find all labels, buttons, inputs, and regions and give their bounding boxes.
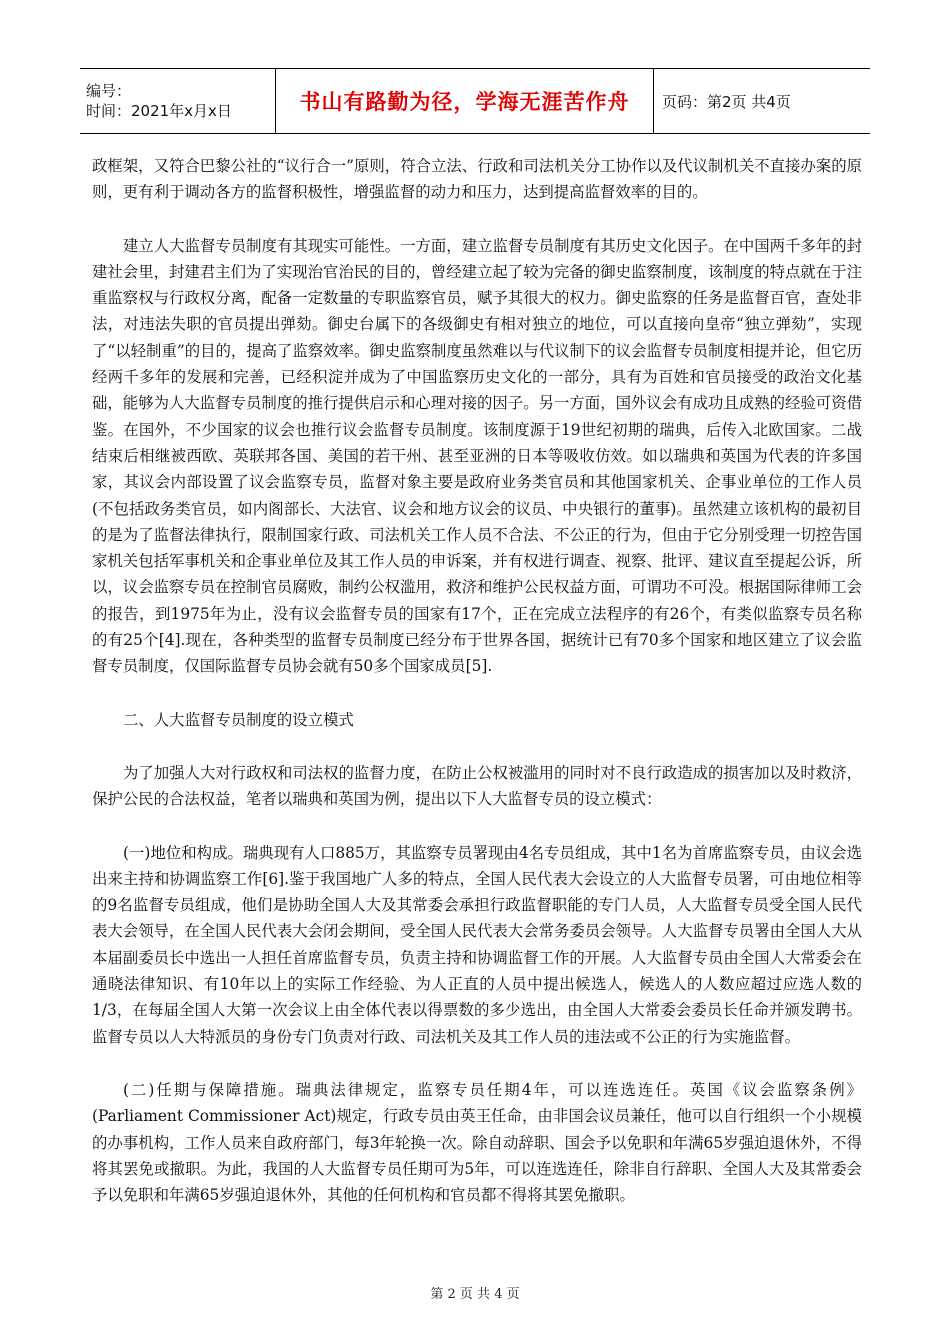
header-motto xyxy=(276,69,654,133)
section-heading: 二、人大监督专员制度的设立模式 xyxy=(123,710,354,729)
body-paragraph-continued: 政框架，又符合巴黎公社的“议行合一”原则，符合立法、行政和司法机关分工协作以及代议制机关不直接办案的原则，更有利于调动各方的监督积极性，增强监督的动力和压力，达到提高监督效率的目的。 xyxy=(92,157,862,202)
page-count-label: 页码：第2页 共4页 xyxy=(662,92,791,111)
header-page-info xyxy=(654,69,870,133)
footer-page-number: 第 2 页 共 4 页 xyxy=(430,1287,520,1302)
page-header xyxy=(80,68,870,134)
document-body xyxy=(92,153,862,1235)
body-paragraph: 建立人大监督专员制度有其现实可能性。一方面，建立监督专员制度有其历史文化因子。在中国两千多年的封建社会里，封建君主们为了实现治官治民的目的，曾经建立起了较为完备的御史监察制度，该制度的特点就在于注重监察权与行政权分离，配备一定数量的专职监察官员，赋予其很大的权力。御史监察的任务是监督百官，查处非法，对违法失职的官员提出弹劾。御史台属下的各级御史有相对独立的地位，可以直接向皇帝“独立弹劾”，实现了“以轻制重”的目的，提高了监察效率。御史监察制度虽然难以与代议制下的议会监督专员制度相提并论，但它历经两千多年的发展和完善，已经积淀并成为了中国监察历史文化的一部分，具有为百姓和官员接受的政治文化基础，能够为人大监督专员制度的推行提供启示和心理对接的因子。另一方面，国外议会有成功且成熟的经验可资借鉴。在国外，不少国家的议会也推行议会监督专员制度。该制度源于19世纪初期的瑞典，后传入北欧国家。二战结束后相继被西欧、英联邦各国、美国的若干州、甚至亚洲的日本等吸收仿效。如以瑞典和英国为代表的许多国家，其议会内部设置了议会监察专员，监督对象主要是政府业务类官员和其他国家机关、企事业单位的工作人员(不包括政务类官员，如内阁部长、大法官、议会和地方议会的议员、中央银行的董事)。虽然建立该机构的最初目的是为了监督法律执行，限制国家行政、司法机关工作人员不合法、不公正的行为，但由于它分别受理一切控告国家机关包括军事机关和企事业单位及其工作人员的申诉案，并有权进行调查、视察、批评、建议直至提起公诉，所以，议会监察专员在控制官员腐败，制约公权滥用，救济和维护公民权益方面，可谓功不可没。根据国际律师工会的报告，到1975年为止，没有议会监督专员的国家有17个，正在完成立法程序的有26个，有类似监察专员名称的有25个[4].现在，各种类型的监督专员制度已经分布于世界各国，据统计已有70多个国家和地区建立了议会监督专员制度，仅国际监督专员协会就有50多个国家成员[5]. xyxy=(92,236,862,676)
document-time-label: 时间：2021年x月x日 xyxy=(86,102,232,120)
document-number-label: 编号： xyxy=(86,82,132,100)
body-paragraph: (二)任期与保障措施。瑞典法律规定，监察专员任期4年，可以连选连任。英国《议会监察条例》(Parliament Commissioner Act)规定，行政专员由英王任命，由非国会议员兼任，他可以自行组织一个小规模的办事机构，工作人员来自政府部门，每3年轮换一次。除自动辞职、国会予以免职和年满65岁强迫退休外，不得将其罢免或撤职。为此，我国的人大监督专员任期可为5年，可以连选连任，除非自行辞职、全国人大及其常委会予以免职和年满65岁强迫退休外，其他的任何机构和官员都不得将其罢免撤职。 xyxy=(92,1080,862,1205)
header-info xyxy=(80,69,276,133)
motto-text: 书山有路勤为径，学海无涯苦作舟 xyxy=(299,90,630,114)
body-paragraph: (一)地位和构成。瑞典现有人口885万，其监察专员署现由4名专员组成，其中1名为首席监察专员，由议会选出来主持和协调监察工作[6].鉴于我国地广人多的特点，全国人民代表大会设立的人大监督专员署，可由地位相等的9名监督专员组成，他们是协助全国人大及其常委会承担行政监督职能的专门人员，人大监督专员受全国人民代表大会领导，在全国人民代表大会闭会期间，受全国人民代表大会常务委员会领导。人大监督专员署由全国人大从本届副委员长中选出一人担任首席监督专员，负责主持和协调监督工作的开展。人大监督专员由全国人大常委会在通晓法律知识、有10年以上的实际工作经验、为人正直的人员中提出候选人，候选人的人数应超过应选人数的1/3，在每届全国人大第一次会议上由全体代表以得票数的多少选出，由全国人大常委会委员长任命并颁发聘书。监督专员以人大特派员的身份专门负责对行政、司法机关及其工作人员的违法或不公正的行为实施监督。 xyxy=(92,843,862,1046)
page-footer xyxy=(0,1283,950,1302)
body-paragraph: 为了加强人大对行政权和司法权的监督力度，在防止公权被滥用的同时对不良行政造成的损害加以及时救济，保护公民的合法权益，笔者以瑞典和英国为例，提出以下人大监督专员的设立模式： xyxy=(92,763,862,809)
